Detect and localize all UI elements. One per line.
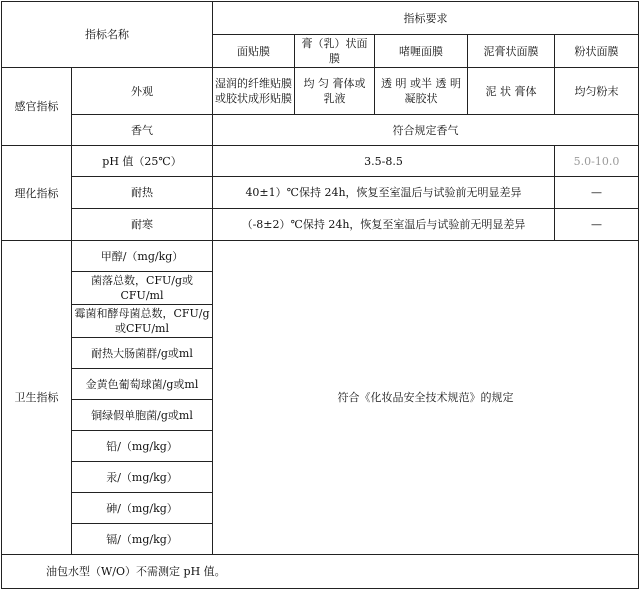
row-label: 耐寒 — [72, 209, 213, 241]
hygiene-item: 镉/（mg/kg） — [72, 524, 213, 555]
cold-value: （-8±2）℃保持 24h，恢复至室温后与试验前无明显差异 — [213, 209, 555, 241]
hygiene-item: 金黄色葡萄球菌/g或ml — [72, 369, 213, 400]
hygiene-item: 砷/（mg/kg） — [72, 493, 213, 524]
hygiene-item: 霉菌和酵母菌总数，CFU/g或CFU/ml — [72, 305, 213, 338]
hygiene-item: 甲醇/（mg/kg） — [72, 241, 213, 272]
row-label: 香气 — [72, 115, 213, 146]
appearance-value: 均匀粉末 — [555, 68, 639, 115]
row-label: 外观 — [72, 68, 213, 115]
row-label: 耐热 — [72, 177, 213, 209]
product-header: 面贴膜 — [213, 35, 295, 68]
ph-value: 3.5-8.5 — [213, 146, 555, 177]
footnote: 油包水型（W/O）不需测定 pH 值。 — [2, 555, 639, 589]
appearance-value: 泥 状 膏体 — [468, 68, 555, 115]
product-header: 啫喱面膜 — [375, 35, 468, 68]
aroma-value: 符合规定香气 — [213, 115, 639, 146]
row-label: pH 值（25℃） — [72, 146, 213, 177]
hygiene-value: 符合《化妆品安全技术规范》的规定 — [213, 241, 639, 555]
product-header: 膏（乳）状面膜 — [295, 35, 375, 68]
mask-spec-table — [1, 1, 639, 589]
cold-powder-value: — — [555, 209, 639, 241]
product-header: 泥膏状面膜 — [468, 35, 555, 68]
category-label: 感官指标 — [2, 68, 72, 146]
category-label: 理化指标 — [2, 146, 72, 241]
ph-powder-value: 5.0-10.0 — [555, 146, 639, 177]
heat-value: 40±1）℃保持 24h，恢复至室温后与试验前无明显差异 — [213, 177, 555, 209]
hygiene-item: 汞/（mg/kg） — [72, 462, 213, 493]
product-header: 粉状面膜 — [555, 35, 639, 68]
appearance-value: 湿润的纤维贴膜或胶状成形贴膜 — [213, 68, 295, 115]
hygiene-item: 铜绿假单胞菌/g或ml — [72, 400, 213, 431]
appearance-value: 透 明 或半 透 明凝胶状 — [375, 68, 468, 115]
indicator-name-header: 指标名称 — [2, 2, 213, 68]
category-label: 卫生指标 — [2, 241, 72, 555]
heat-powder-value: — — [555, 177, 639, 209]
hygiene-item: 菌落总数，CFU/g或CFU/ml — [72, 272, 213, 305]
appearance-value: 均 匀 膏体或 乳液 — [295, 68, 375, 115]
requirement-header: 指标要求 — [213, 2, 639, 35]
hygiene-item: 铅/（mg/kg） — [72, 431, 213, 462]
hygiene-item: 耐热大肠菌群/g或ml — [72, 338, 213, 369]
